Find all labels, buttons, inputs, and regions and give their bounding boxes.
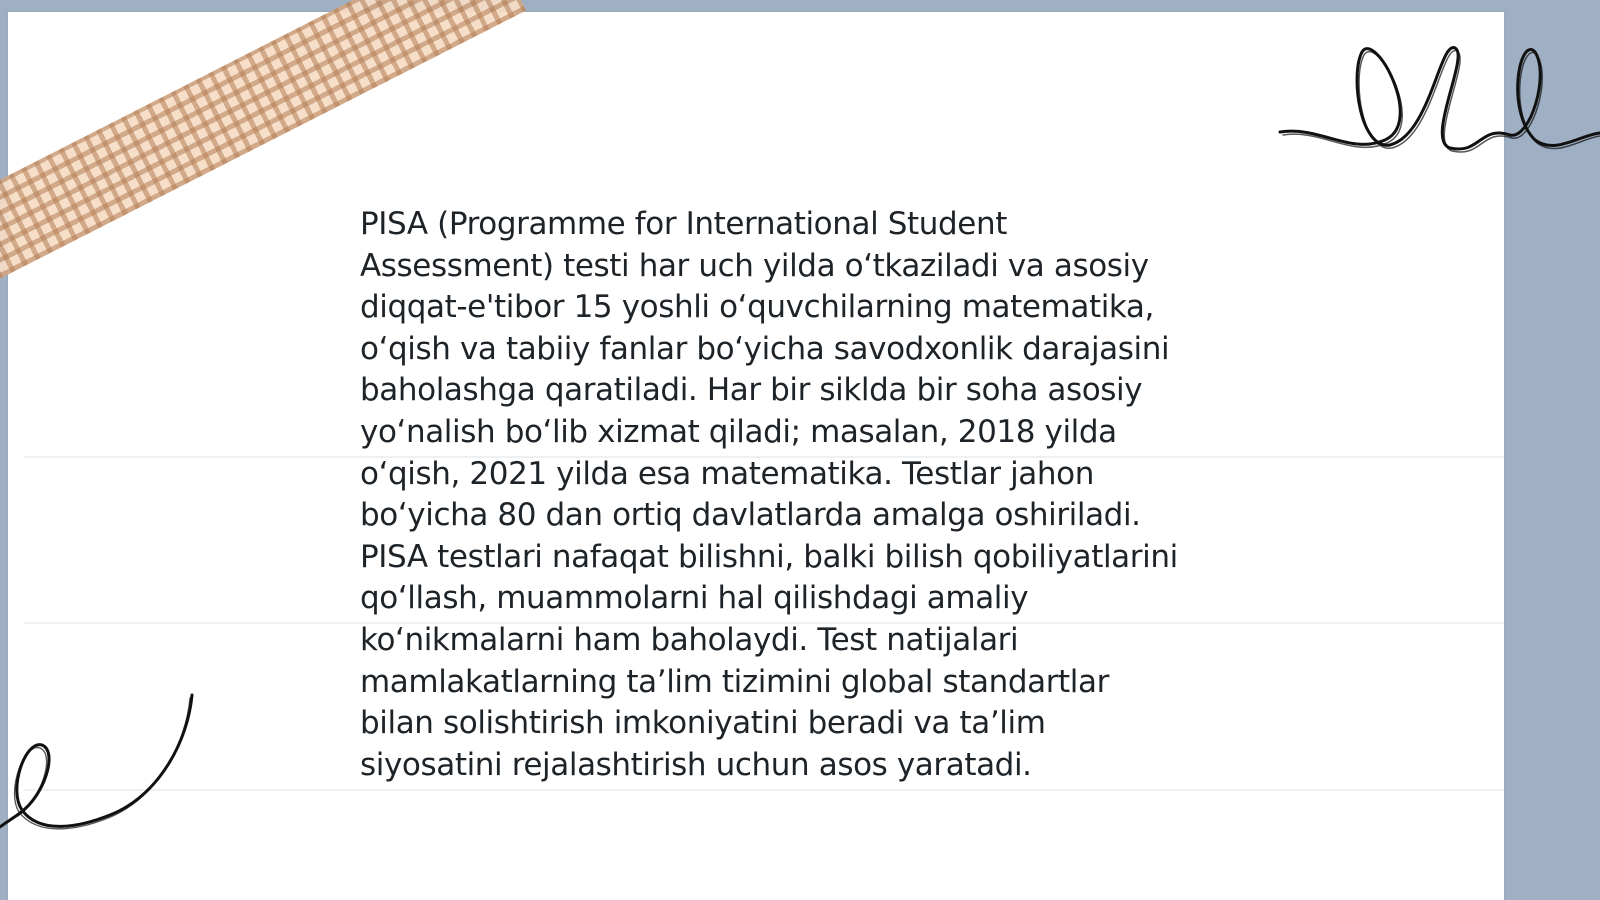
body-paragraph: PISA (Programme for International Student Assessment) testi har uch yilda o‘tkaziladi va asosiy diqqat-e'tibor 15 yoshli o‘quvchilarning matematika, o‘qish va tabiiy fanlar bo‘yicha savodxonlik darajasini baholashga qaratiladi. Har bir siklda bir soha asosiy yo‘nalish bo‘lib xizmat qiladi; masalan, 2018 yilda o‘qish, 2021 yilda esa matematika. Testlar jahon bo‘yicha 80 dan ortiq davlatlarda amalga oshiriladi. PISA testlari nafaqat bilishni, balki bilish qobiliyatlarini qo‘llash, muammolarni hal qilishdagi amaliy ko‘nikmalarni ham baholaydi. Test natijalari mamlakatlarning ta’lim tizimini global standartlar bilan solishtirish imkoniyatini beradi va ta’lim siyosatini rejalashtirish uchun asos yaratadi.: [360, 206, 1178, 783]
swirl-doodle-icon: [0, 695, 200, 855]
loop-doodle-icon: [1280, 30, 1600, 165]
paper-rule-line: [24, 789, 1504, 791]
